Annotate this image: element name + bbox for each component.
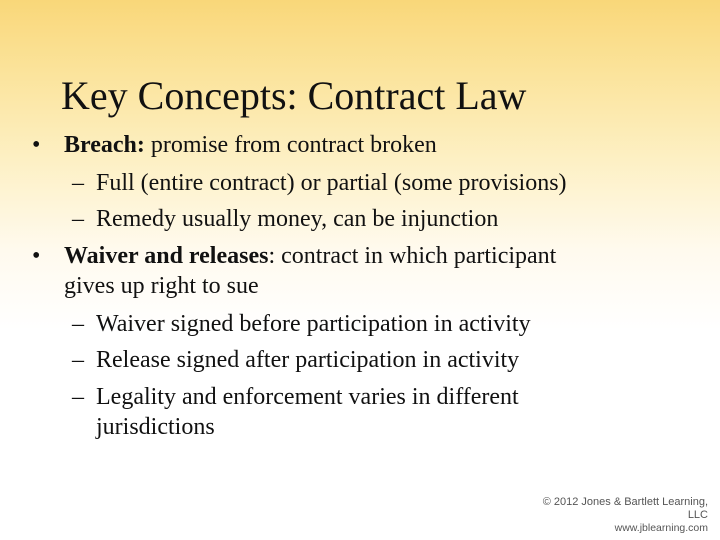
sub-bullet-text: Legality and enforcement varies in different xyxy=(96,384,519,410)
copyright-text: © 2012 Jones & Bartlett Learning, LLC xyxy=(542,496,708,521)
copyright-notice xyxy=(520,496,708,535)
sub-bullet-text: Full (entire contract) or partial (some provisions) xyxy=(96,170,567,196)
bullet-glyph: • xyxy=(32,243,41,269)
bullet-text-breach: promise from contract broken xyxy=(144,132,437,158)
website-text: www.jblearning.com xyxy=(614,522,708,534)
bullet-term-waiver: Waiver and releases xyxy=(64,243,269,269)
sub-bullet-text: Release signed after participation in activity xyxy=(96,347,520,373)
dash-glyph: – xyxy=(72,311,84,337)
sub-bullet-continuation-text: jurisdictions xyxy=(96,414,215,440)
dash-glyph: – xyxy=(72,384,84,410)
slide-title: Key Concepts: Contract Law xyxy=(61,73,527,118)
bullet-continuation-text: gives up right to sue xyxy=(64,273,259,299)
dash-glyph: – xyxy=(72,206,84,232)
bullet-term-breach: Breach: xyxy=(64,132,145,158)
dash-glyph: – xyxy=(72,170,84,196)
bullet-glyph: • xyxy=(32,132,41,158)
bullet-text-waiver: : contract in which participant xyxy=(268,243,557,269)
sub-bullet-text: Remedy usually money, can be injunction xyxy=(96,206,499,232)
dash-glyph: – xyxy=(72,347,84,373)
sub-bullet-text: Waiver signed before participation in activity xyxy=(96,311,531,337)
